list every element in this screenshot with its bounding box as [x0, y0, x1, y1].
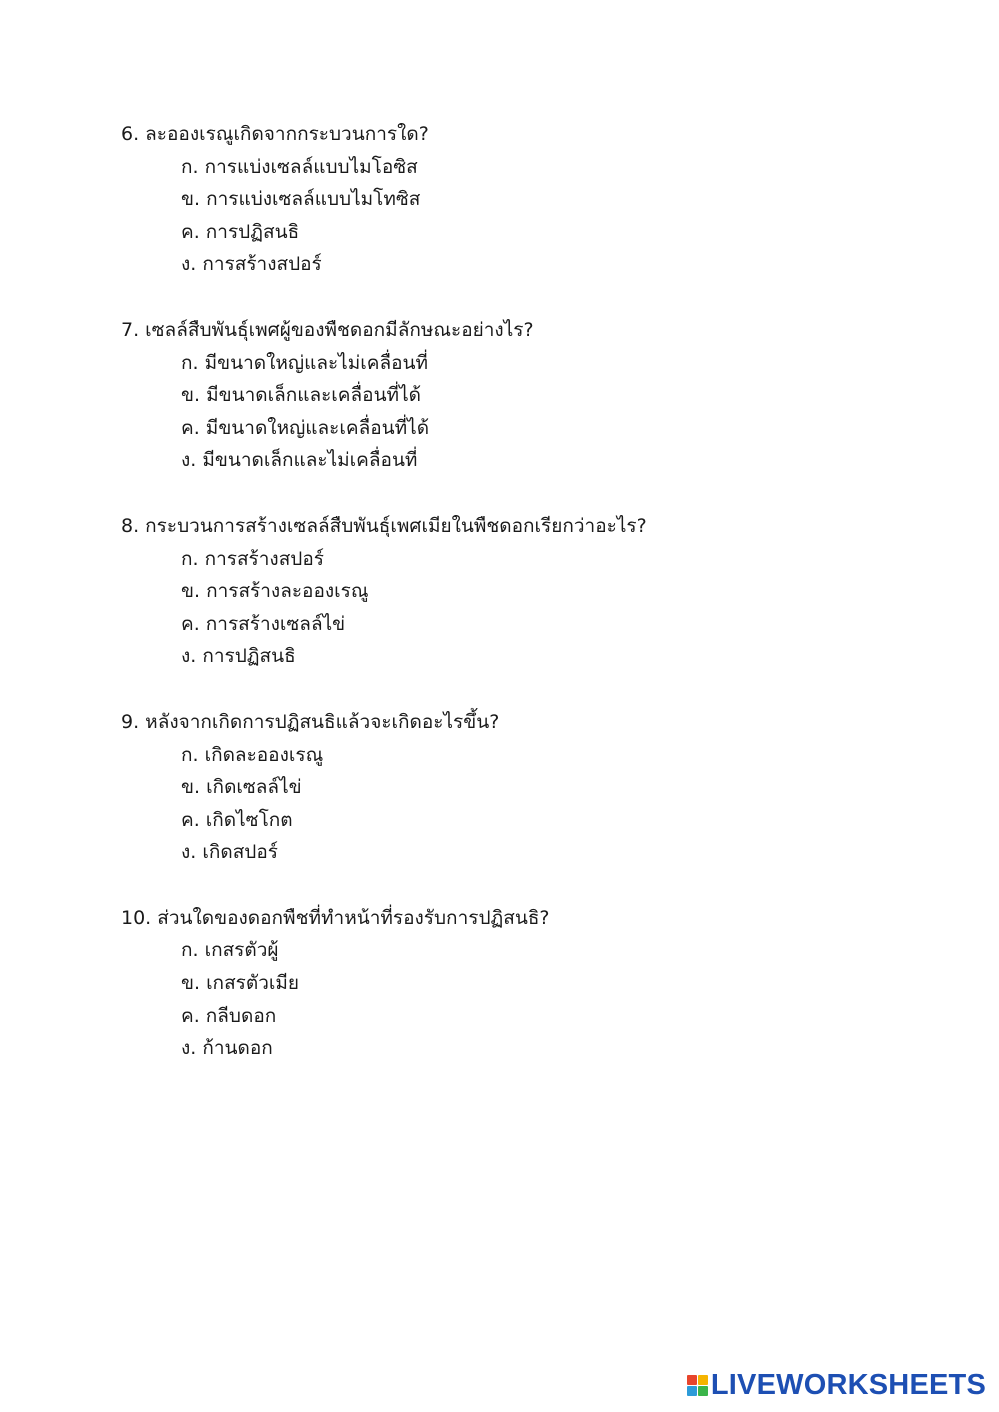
logo-square [687, 1375, 697, 1385]
option-list [121, 347, 941, 477]
option-c[interactable]: ค. การสร้างเซลล์ไข่ [181, 612, 346, 635]
option-d[interactable]: ง. มีขนาดเล็กและไม่เคลื่อนที่ [181, 449, 418, 472]
option-list [121, 543, 941, 673]
option-c[interactable]: ค. มีขนาดใหญ่และเคลื่อนที่ได้ [181, 416, 430, 439]
liveworksheets-brand [687, 1371, 986, 1400]
option-d[interactable]: ง. การสร้างสปอร์ [181, 253, 322, 276]
worksheet [121, 118, 941, 1098]
option-b[interactable]: ข. การแบ่งเซลล์แบบไมโทซิส [181, 188, 421, 211]
option-a[interactable]: ก. การแบ่งเซลล์แบบไมโอซิส [181, 155, 418, 178]
question-10 [121, 902, 941, 1065]
option-list [121, 934, 941, 1064]
option-a[interactable]: ก. เกิดละอองเรณู [181, 743, 324, 766]
option-a[interactable]: ก. เกสรตัวผู้ [181, 939, 279, 962]
logo-square [687, 1386, 697, 1396]
logo-square [698, 1375, 708, 1385]
question-title: 8. กระบวนการสร้างเซลล์สืบพันธุ์เพศเมียในพืชดอกเรียกว่าอะไร? [121, 514, 647, 537]
option-a[interactable]: ก. มีขนาดใหญ่และไม่เคลื่อนที่ [181, 351, 429, 374]
logo-square [698, 1386, 708, 1396]
option-d[interactable]: ง. ก้านดอก [181, 1037, 273, 1060]
question-9 [121, 706, 941, 869]
question-title: 6. ละอองเรณูเกิดจากกระบวนการใด? [121, 123, 429, 145]
question-7 [121, 314, 941, 477]
question-8 [121, 510, 941, 673]
option-b[interactable]: ข. เกสรตัวเมีย [181, 972, 300, 995]
option-c[interactable]: ค. กลีบดอก [181, 1004, 277, 1027]
brand-name: LIVEWORKSHEETS [710, 1369, 986, 1401]
liveworksheets-logo-icon [687, 1375, 708, 1396]
option-b[interactable]: ข. การสร้างละอองเรณู [181, 580, 369, 603]
question-6 [121, 118, 941, 281]
option-list [121, 151, 941, 281]
question-title: 7. เซลล์สืบพันธุ์เพศผู้ของพืชดอกมีลักษณะอย่างไร? [121, 318, 534, 341]
question-title: 10. ส่วนใดของดอกพืชที่ทำหน้าที่รองรับการปฏิสนธิ? [121, 906, 550, 929]
option-c[interactable]: ค. เกิดไซโกต [181, 808, 293, 831]
option-list [121, 739, 941, 869]
question-title: 9. หลังจากเกิดการปฏิสนธิแล้วจะเกิดอะไรขึ้น? [121, 710, 500, 733]
option-c[interactable]: ค. การปฏิสนธิ [181, 220, 300, 243]
option-d[interactable]: ง. เกิดสปอร์ [181, 841, 278, 864]
option-b[interactable]: ข. เกิดเซลล์ไข่ [181, 776, 302, 799]
option-d[interactable]: ง. การปฏิสนธิ [181, 645, 296, 668]
option-b[interactable]: ข. มีขนาดเล็กและเคลื่อนที่ได้ [181, 384, 421, 407]
option-a[interactable]: ก. การสร้างสปอร์ [181, 547, 324, 570]
